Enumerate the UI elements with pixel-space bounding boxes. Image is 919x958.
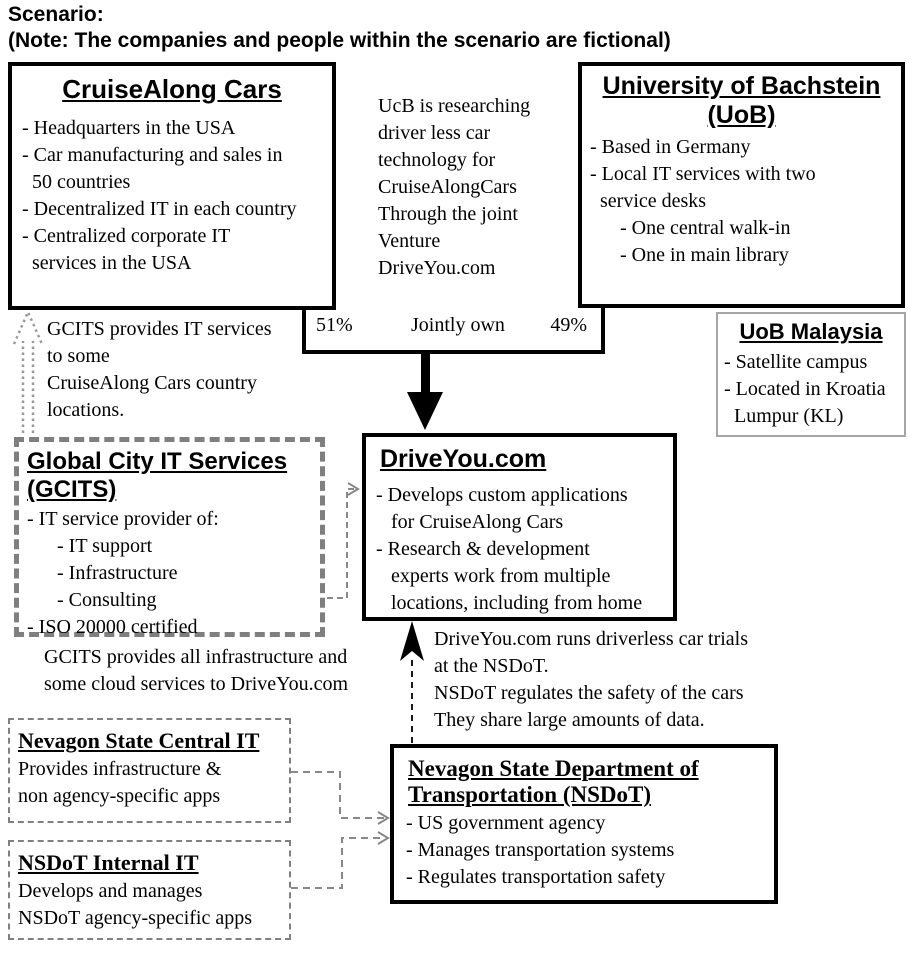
- text-line: Through the joint: [378, 203, 518, 225]
- text-line: 50 countries: [22, 171, 131, 193]
- text-line: Develops and manages: [18, 880, 203, 902]
- uob-details: [582, 130, 901, 269]
- text-line: - Headquarters in the USA: [22, 117, 236, 139]
- text-line: - Based in Germany: [590, 136, 751, 158]
- text-line: - Decentralized IT in each country: [22, 198, 297, 220]
- driveyou-details: [366, 474, 673, 617]
- text-line: - Centralized corporate IT: [22, 225, 231, 247]
- text-line: Lumpur (KL): [724, 405, 844, 427]
- text-line: - ISO 20000 certified: [27, 616, 198, 638]
- uob-malaysia-details: [718, 345, 904, 430]
- central-it-details: [10, 754, 289, 810]
- text-line: - Regulates transportation safety: [406, 866, 666, 888]
- internal-it-nsdot-arrowhead: [378, 832, 388, 844]
- gcits-driveyou-note: [44, 644, 424, 698]
- text-line: - Satellite campus: [724, 351, 868, 373]
- text-line: - Research & development: [376, 538, 590, 560]
- text-line: GCITS provides all infrastructure and: [44, 646, 348, 668]
- text-line: locations.: [47, 399, 125, 421]
- cruisealong-cars-title: CruiseAlong Cars: [62, 74, 282, 104]
- text-line: - Local IT services with two: [590, 163, 816, 185]
- gcits-driveyou-dashed-arrow: [327, 489, 354, 598]
- central-it-title: Nevagon State Central IT: [18, 728, 260, 753]
- gcits-cruisealong-dotted-arrow: [14, 312, 42, 433]
- text-line: They share large amounts of data.: [434, 709, 705, 731]
- page-title: Scenario:: [8, 3, 104, 26]
- text-line: driver less car: [378, 122, 491, 144]
- internal-it-title: NSDoT Internal IT: [18, 850, 199, 875]
- text-line: to some: [47, 345, 110, 367]
- page-subtitle-note: (Note: The companies and people within the scenario are fictional): [8, 29, 671, 52]
- gcits-details: [19, 504, 320, 641]
- ownership-left-percent: 51%: [316, 314, 353, 336]
- gcits-cruisealong-note: [47, 316, 309, 424]
- text-line: - Consulting: [27, 589, 157, 611]
- text-line: services in the USA: [22, 252, 192, 274]
- driveyou-title: DriveYou.com: [380, 445, 547, 473]
- central-it-nsdot-arrowhead: [378, 812, 388, 824]
- nsdot-box: [390, 744, 778, 904]
- text-line: NSDoT agency-specific apps: [18, 907, 253, 929]
- uob-title-line1: University of Bachstein: [602, 72, 881, 100]
- nsdot-title-line2: Transportation (NSDoT): [408, 782, 652, 807]
- driveyou-nsdot-note: [434, 626, 794, 734]
- uob-malaysia-box: [716, 312, 906, 437]
- text-line: some cloud services to DriveYou.com: [44, 673, 349, 695]
- text-line: DriveYou.com runs driverless car trials: [434, 628, 749, 650]
- ownership-right-percent: 49%: [550, 314, 587, 336]
- text-line: CruiseAlongCars: [378, 176, 517, 198]
- uob-box: [578, 62, 905, 308]
- text-line: - IT support: [27, 535, 153, 557]
- cruisealong-cars-box: [8, 62, 336, 310]
- cruisealong-cars-details: [12, 105, 332, 277]
- text-line: Provides infrastructure &: [18, 758, 222, 780]
- text-line: - Manages transportation systems: [406, 839, 675, 861]
- central-it-box: [8, 718, 291, 823]
- text-line: - Infrastructure: [27, 562, 178, 584]
- joint-venture-note: [378, 93, 568, 282]
- uob-malaysia-title: UoB Malaysia: [739, 319, 883, 344]
- internal-it-nsdot-connector: [291, 838, 384, 888]
- jointly-own-bracket: [302, 308, 605, 354]
- text-line: for CruiseAlong Cars: [376, 511, 564, 533]
- internal-it-box: [8, 840, 291, 940]
- internal-it-details: [10, 876, 289, 932]
- text-line: - Located in Kroatia: [724, 378, 886, 400]
- text-line: service desks: [590, 190, 707, 212]
- text-line: CruiseAlong Cars country: [47, 372, 257, 394]
- gcits-title-line2: (GCITS): [27, 476, 117, 503]
- text-line: - One in main library: [590, 244, 789, 266]
- text-line: - US government agency: [406, 812, 606, 834]
- text-line: experts work from multiple: [376, 565, 611, 587]
- joint-venture-down-arrow: [407, 352, 443, 430]
- driveyou-box: [362, 433, 677, 621]
- text-line: UcB is researching: [378, 95, 531, 117]
- text-line: DriveYou.com: [378, 257, 496, 279]
- text-line: GCITS provides IT services: [47, 318, 272, 340]
- text-line: technology for: [378, 149, 496, 171]
- nsdot-title-line1: Nevagon State Department of: [408, 756, 699, 781]
- gcits-driveyou-arrowhead: [348, 483, 358, 495]
- text-line: locations, including from home: [376, 592, 643, 614]
- central-it-nsdot-connector: [291, 772, 384, 818]
- text-line: NSDoT regulates the safety of the cars: [434, 682, 744, 704]
- text-line: - One central walk-in: [590, 217, 791, 239]
- nsdot-details: [394, 808, 774, 891]
- text-line: - Car manufacturing and sales in: [22, 144, 283, 166]
- uob-title-line2: (UoB): [707, 101, 776, 129]
- text-line: Venture: [378, 230, 441, 252]
- text-line: non agency-specific apps: [18, 785, 221, 807]
- gcits-title-line1: Global City IT Services: [27, 448, 288, 475]
- text-line: - Develops custom applications: [376, 484, 628, 506]
- gcits-box: [14, 437, 325, 637]
- text-line: - IT service provider of:: [27, 508, 219, 530]
- jointly-own-label: Jointly own: [411, 314, 505, 336]
- text-line: at the NSDoT.: [434, 655, 549, 677]
